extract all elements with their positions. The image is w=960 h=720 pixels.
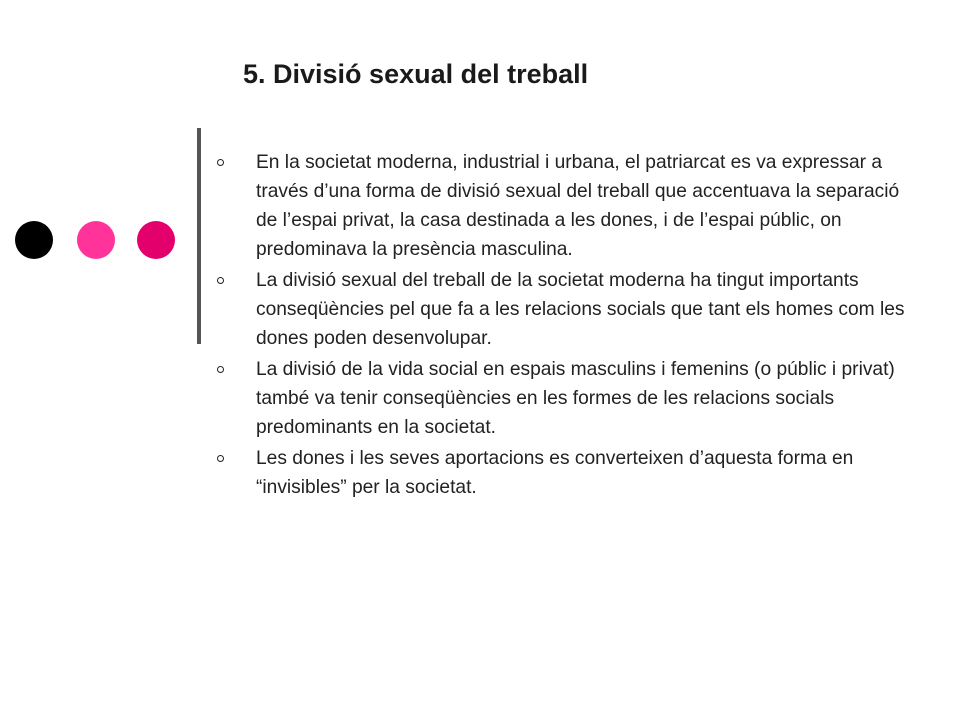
bullet-circle-icon — [217, 455, 224, 462]
bullet-item — [212, 148, 912, 264]
bullet-item — [212, 355, 912, 442]
vertical-divider — [197, 128, 201, 344]
bullet-circle-icon — [217, 366, 224, 373]
bullet-list — [212, 148, 912, 504]
bullet-text: La divisió de la vida social en espais masculins i femenins (o públic i privat) també va tenir conseqüències en les formes de les relacions socials predominants en la societat. — [256, 359, 895, 438]
decorative-dot-pink — [77, 221, 115, 259]
slide-title: 5. Divisió sexual del treball — [243, 59, 589, 89]
bullet-text: La divisió sexual del treball de la societat moderna ha tingut importants conseqüències pel que fa a les relacions socials que tant els homes com les dones poden desenvolupar. — [256, 270, 905, 349]
bullet-circle-icon — [217, 159, 224, 166]
bullet-circle-icon — [217, 277, 224, 284]
bullet-item — [212, 444, 912, 502]
bullet-text: En la societat moderna, industrial i urbana, el patriarcat es va expressar a través d’una forma de divisió sexual del treball que accentuava la separació de l’espai privat, la casa destinada a les dones, i de l’espai públic, on predominava la presència masculina. — [256, 152, 900, 260]
bullet-text: Les dones i les seves aportacions es converteixen d’aquesta forma en “invisibles” per la societat. — [256, 448, 854, 498]
decorative-dot-magenta — [137, 221, 175, 259]
decorative-dot-black — [15, 221, 53, 259]
bullet-item — [212, 266, 912, 353]
